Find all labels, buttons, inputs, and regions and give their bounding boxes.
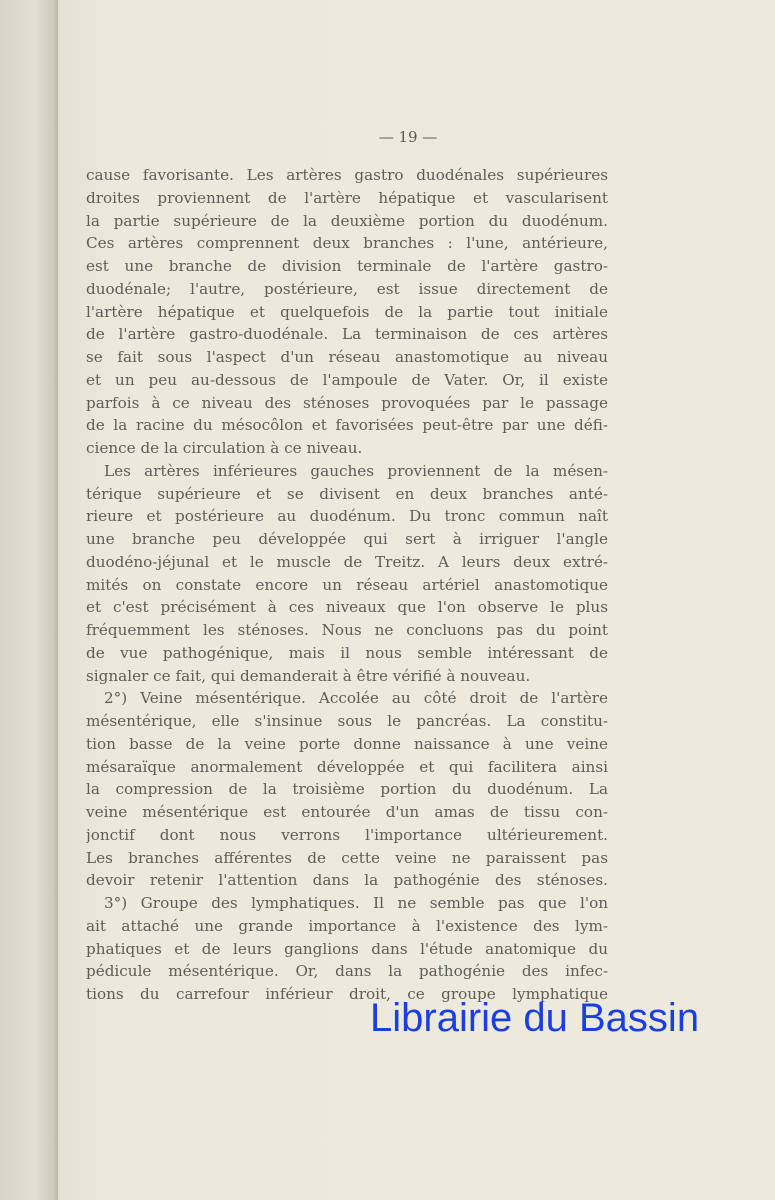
- body-text: [86, 164, 608, 1006]
- text-line: tion basse de la veine porte donne naissance à une veine: [86, 734, 608, 753]
- text-line: signaler ce fait, qui demanderait à être vérifié à nouveau.: [86, 666, 531, 685]
- text-line: phatiques et de leurs ganglions dans l'étude anatomique du: [86, 939, 608, 958]
- text-line: pédicule mésentérique. Or, dans la pathogénie des infec-: [86, 962, 608, 981]
- text-line: 2°) Veine mésentérique. Accolée au côté droit de l'artère: [104, 689, 608, 708]
- paragraph: [86, 687, 608, 892]
- text-line: veine mésentérique est entourée d'un amas de tissu con-: [86, 803, 608, 821]
- text-line: cause favorisante. Les artères gastro duodénales supérieures: [86, 166, 608, 184]
- text-line: la compression de la troisième portion du duodénum. La: [86, 780, 608, 799]
- text-line: rieure et postérieure au duodénum. Du tronc commun naît: [86, 507, 608, 526]
- text-line: Les branches afférentes de cette veine ne paraissent pas: [86, 848, 608, 867]
- text-line: duodéno-jéjunal et le muscle de Treitz. A leurs deux extré-: [86, 552, 608, 571]
- text-line: la partie supérieure de la deuxième portion du duodénum.: [86, 211, 608, 230]
- text-line: tions du carrefour inférieur droit, ce groupe lymphatique: [86, 985, 608, 1003]
- text-line: de la racine du mésocôlon et favorisées peut-être par une défi-: [86, 416, 608, 435]
- text-line: se fait sous l'aspect d'un réseau anastomotique au niveau: [86, 348, 608, 366]
- text-line: Ces artères comprennent deux branches : l'une, antérieure,: [86, 234, 608, 253]
- text-line: devoir retenir l'attention dans la pathogénie des sténoses.: [86, 871, 608, 890]
- page-number: — 19 —: [378, 128, 438, 146]
- previous-page-edge: [0, 0, 58, 1200]
- text-line: de vue pathogénique, mais il nous semble intéressant de: [86, 643, 608, 662]
- paragraph: [86, 164, 608, 460]
- text-line: parfois à ce niveau des sténoses provoquées par le passage: [86, 393, 608, 412]
- text-line: est une branche de division terminale de l'artère gastro-: [86, 257, 608, 275]
- text-line: une branche peu développée qui sert à irriguer l'angle: [86, 530, 608, 548]
- watermark: Librairie du Bassin: [370, 996, 700, 1040]
- text-line: mésaraïque anormalement développée et qui facilitera ainsi: [86, 757, 608, 776]
- text-line: de l'artère gastro-duodénale. La terminaison de ces artères: [86, 325, 608, 344]
- text-line: ait attaché une grande importance à l'existence des lym-: [86, 916, 608, 935]
- text-line: Les artères inférieures gauches proviennent de la mésen-: [104, 461, 608, 480]
- text-line: mésentérique, elle s'insinue sous le pancréas. La constitu-: [86, 712, 608, 730]
- text-line: duodénale; l'autre, postérieure, est issue directement de: [86, 279, 608, 298]
- text-line: jonctif dont nous verrons l'importance ultérieurement.: [86, 825, 608, 844]
- text-line: et un peu au-dessous de l'ampoule de Vater. Or, il existe: [86, 370, 608, 389]
- paragraph: [86, 460, 608, 688]
- text-line: et c'est précisément à ces niveaux que l'on observe le plus: [86, 598, 608, 617]
- text-line: l'artère hépatique et quelquefois de la partie tout initiale: [86, 302, 608, 321]
- text-line: térique supérieure et se divisent en deux branches anté-: [86, 484, 608, 503]
- text-line: droites proviennent de l'artère hépatique et vascularisent: [86, 188, 608, 207]
- paragraph: [86, 892, 608, 1006]
- text-line: fréquemment les sténoses. Nous ne concluons pas du point: [86, 621, 608, 639]
- text-line: cience de la circulation à ce niveau.: [86, 439, 363, 457]
- text-line: mités on constate encore un réseau artériel anastomotique: [86, 575, 608, 594]
- text-line: 3°) Groupe des lymphatiques. Il ne semble pas que l'on: [104, 894, 608, 912]
